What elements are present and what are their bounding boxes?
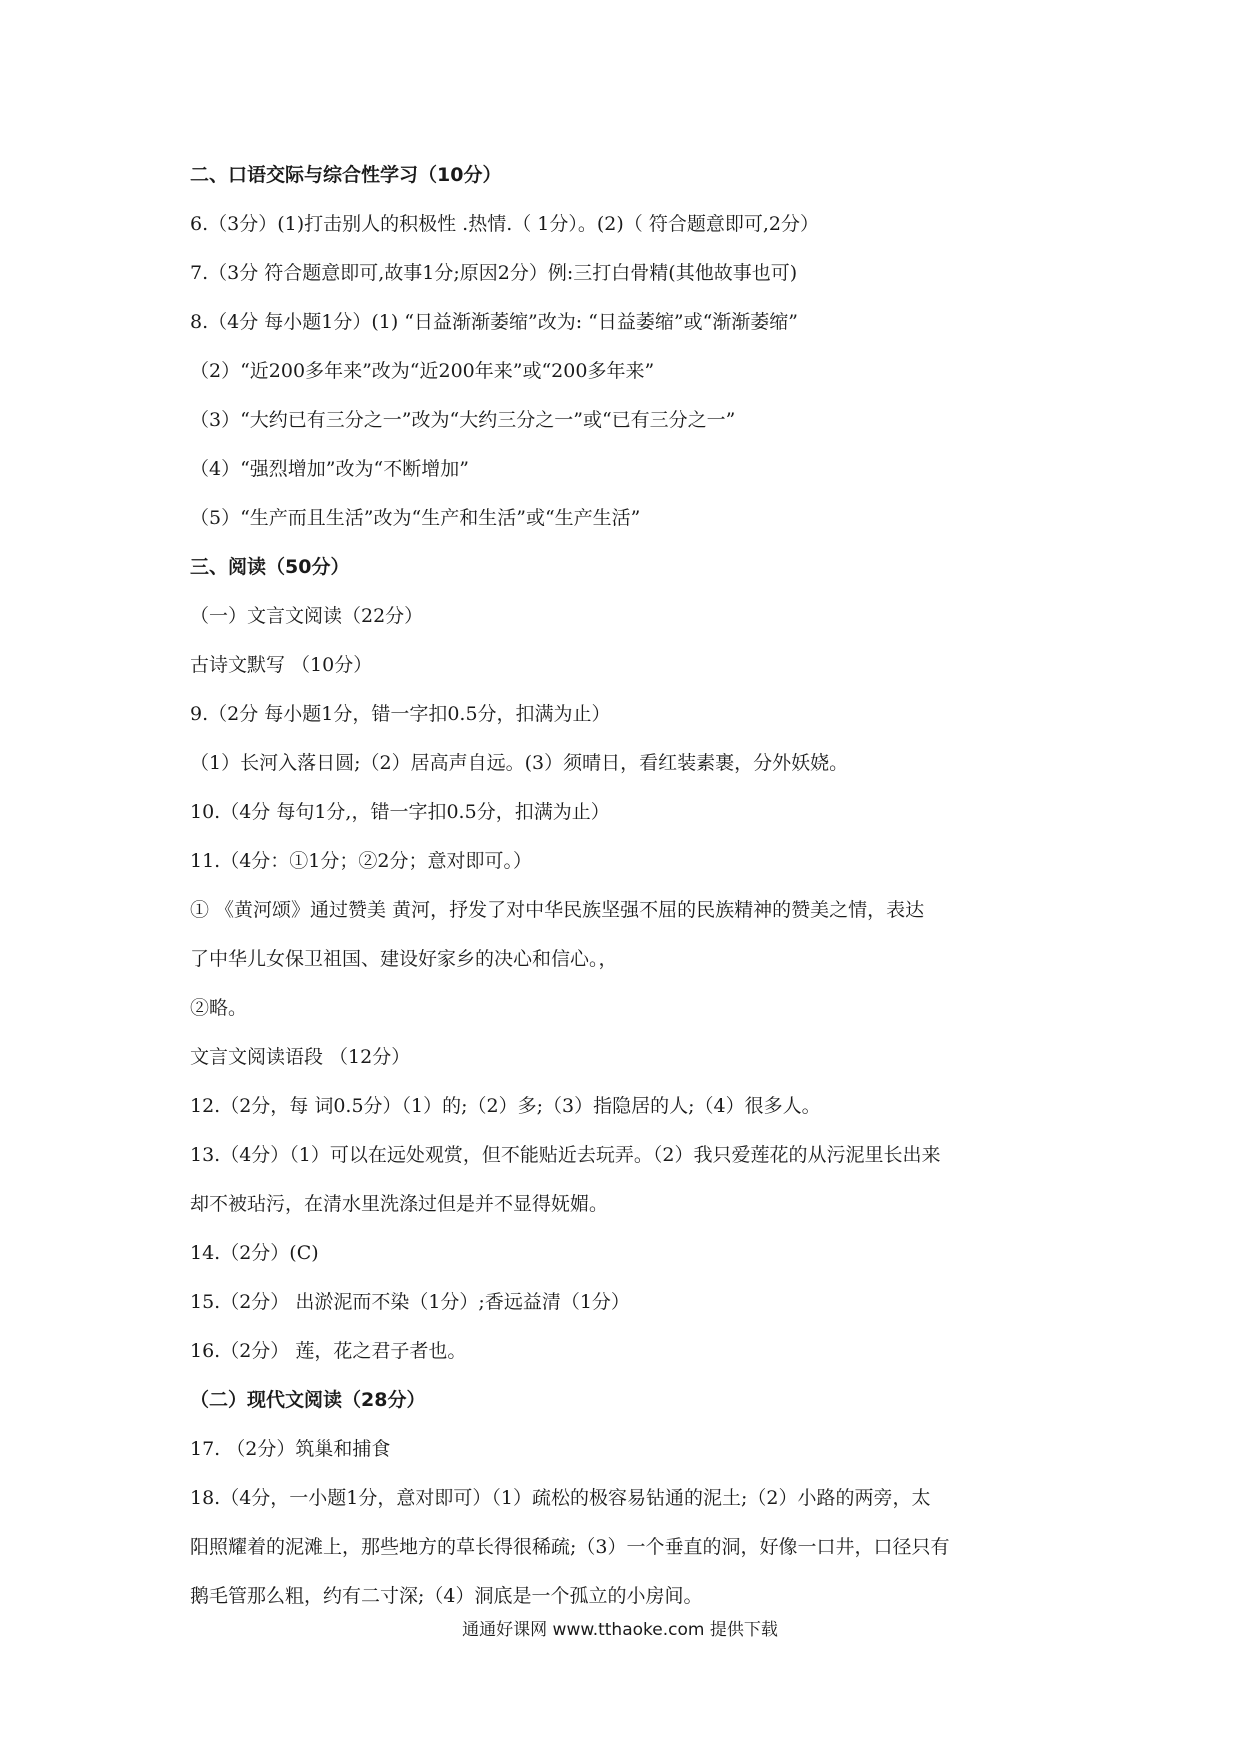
answer-q9-detail: （1）长河入落日圆;（2）居高声自远。(3）须晴日，看红装素裹，分外妖娆。 — [190, 752, 849, 774]
answer-q7: 7.（3分 符合题意即可,故事1分;原因2分）例:三打白骨精(其他故事也可) — [190, 262, 798, 284]
classical-heading: 文言文阅读语段 （12分） — [190, 1046, 411, 1068]
answer-q13-cont: 却不被玷污，在清水里洗涤过但是并不显得妩媚。 — [190, 1193, 609, 1215]
answer-q11-1: ① 《黄河颂》通过赞美 黄河，抒发了对中华民族坚强不屈的民族精神的赞美之情，表达 — [190, 899, 925, 921]
page-footer: 通通好课网 www.tthaoke.com 提供下载 — [462, 1620, 778, 1640]
part-2-heading: （二）现代文阅读（28分） — [190, 1389, 426, 1411]
answer-q11: 11.（4分：①1分；②2分；意对即可。） — [190, 850, 532, 872]
answer-q11-2: ②略。 — [190, 997, 248, 1019]
poetry-heading: 古诗文默写 （10分） — [190, 654, 373, 676]
answer-q13: 13.（4分）（1）可以在远处观赏，但不能贴近去玩弄。（2）我只爱莲花的从污泥里长出来 — [190, 1144, 941, 1166]
answer-q8-3: （3）“大约已有三分之一”改为“大约三分之一”或“已有三分之一” — [190, 409, 736, 431]
answer-q12: 12.（2分，每 词0.5分）（1）的;（2）多;（3）指隐居的人;（4）很多人。 — [190, 1095, 821, 1117]
answer-q18-cont-2: 鹅毛管那么粗，约有二寸深;（4）洞底是一个孤立的小房间。 — [190, 1585, 703, 1607]
section-3-heading: 三、阅读（50分） — [190, 556, 350, 578]
answer-q10: 10.（4分 每句1分,，错一字扣0.5分，扣满为止） — [190, 801, 610, 823]
answer-q8-5: （5）“生产而且生活”改为“生产和生活”或“生产生活” — [190, 507, 641, 529]
answer-q14: 14.（2分）(C) — [190, 1242, 319, 1264]
answer-q6: 6.（3分）(1)打击别人的积极性 .热情.（ 1分）。(2)（ 符合题意即可,2分） — [190, 213, 819, 235]
answer-q15: 15.（2分） 出淤泥而不染（1分）;香远益清（1分） — [190, 1291, 630, 1313]
answer-q17: 17. （2分）筑巢和捕食 — [190, 1438, 391, 1460]
answer-q18-cont: 阳照耀着的泥滩上，那些地方的草长得很稀疏;（3）一个垂直的洞，好像一口井，口径只有 — [190, 1536, 950, 1558]
answer-q18: 18.（4分，一小题1分，意对即可）（1）疏松的极容易钻通的泥土;（2）小路的两旁，太 — [190, 1487, 931, 1509]
answer-q16: 16.（2分） 莲，花之君子者也。 — [190, 1340, 467, 1362]
answer-q11-1-cont: 了中华儿女保卫祖国、建设好家乡的决心和信心。， — [190, 948, 618, 970]
answer-q8-2: （2）“近200多年来”改为“近200年来”或“200多年来” — [190, 360, 655, 382]
answer-q8-4: （4）“强烈增加”改为“不断增加” — [190, 458, 469, 480]
part-1-heading: （一）文言文阅读（22分） — [190, 605, 424, 627]
section-2-heading: 二、口语交际与综合性学习（10分） — [190, 164, 502, 186]
answer-q9: 9.（2分 每小题1分，错一字扣0.5分，扣满为止） — [190, 703, 611, 725]
answer-q8: 8.（4分 每小题1分）(1) “日益渐渐萎缩”改为: “日益萎缩”或“渐渐萎缩” — [190, 311, 799, 333]
